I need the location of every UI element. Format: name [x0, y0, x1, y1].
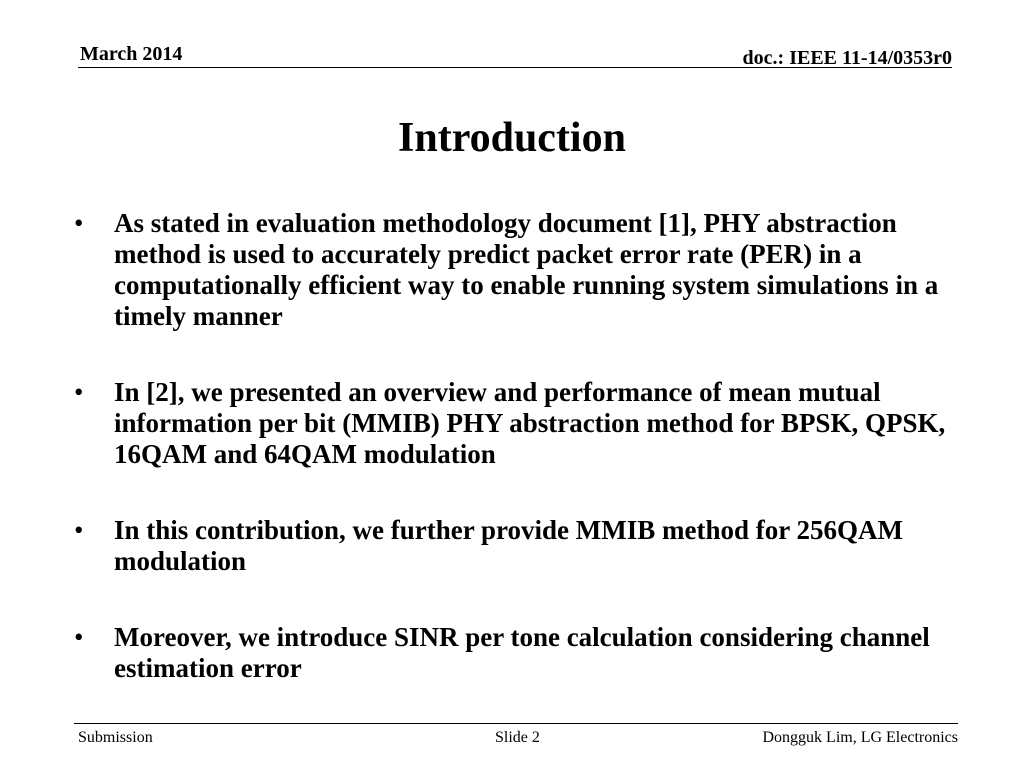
- footer-author: Dongguk Lim, LG Electronics: [762, 729, 958, 746]
- footer-divider: [74, 723, 958, 724]
- bullet-text: In this contribution, we further provide MMIB method for 256QAM modulation: [114, 515, 903, 576]
- slide-title: Introduction: [398, 115, 626, 161]
- bullet-item: [70, 622, 960, 684]
- bullet-item: [70, 377, 960, 470]
- bullet-text: As stated in evaluation methodology document [1], PHY abstraction method is used to accurately predict packet error rate (PER) in a computationally efficient way to enable running system simulations in a timely manner: [114, 208, 939, 331]
- header-divider: [78, 67, 952, 68]
- footer-slide-number: Slide 2: [495, 729, 540, 746]
- bullet-icon: •: [74, 208, 84, 238]
- bullet-list: [70, 208, 960, 684]
- bullet-item: [70, 515, 960, 577]
- bullet-text: In [2], we presented an overview and performance of mean mutual information per bit (MMIB) PHY abstraction method for BPSK, QPSK, 16QAM and 64QAM modulation: [114, 377, 946, 469]
- bullet-text: Moreover, we introduce SINR per tone calculation considering channel estimation error: [114, 622, 930, 683]
- header-date: March 2014: [80, 43, 183, 65]
- bullet-item: [70, 208, 960, 332]
- bullet-icon: •: [74, 515, 84, 545]
- footer-submission: Submission: [78, 729, 153, 746]
- bullet-icon: •: [74, 377, 84, 407]
- header-doc-id: doc.: IEEE 11-14/0353r0: [742, 47, 952, 69]
- bullet-icon: •: [74, 622, 84, 652]
